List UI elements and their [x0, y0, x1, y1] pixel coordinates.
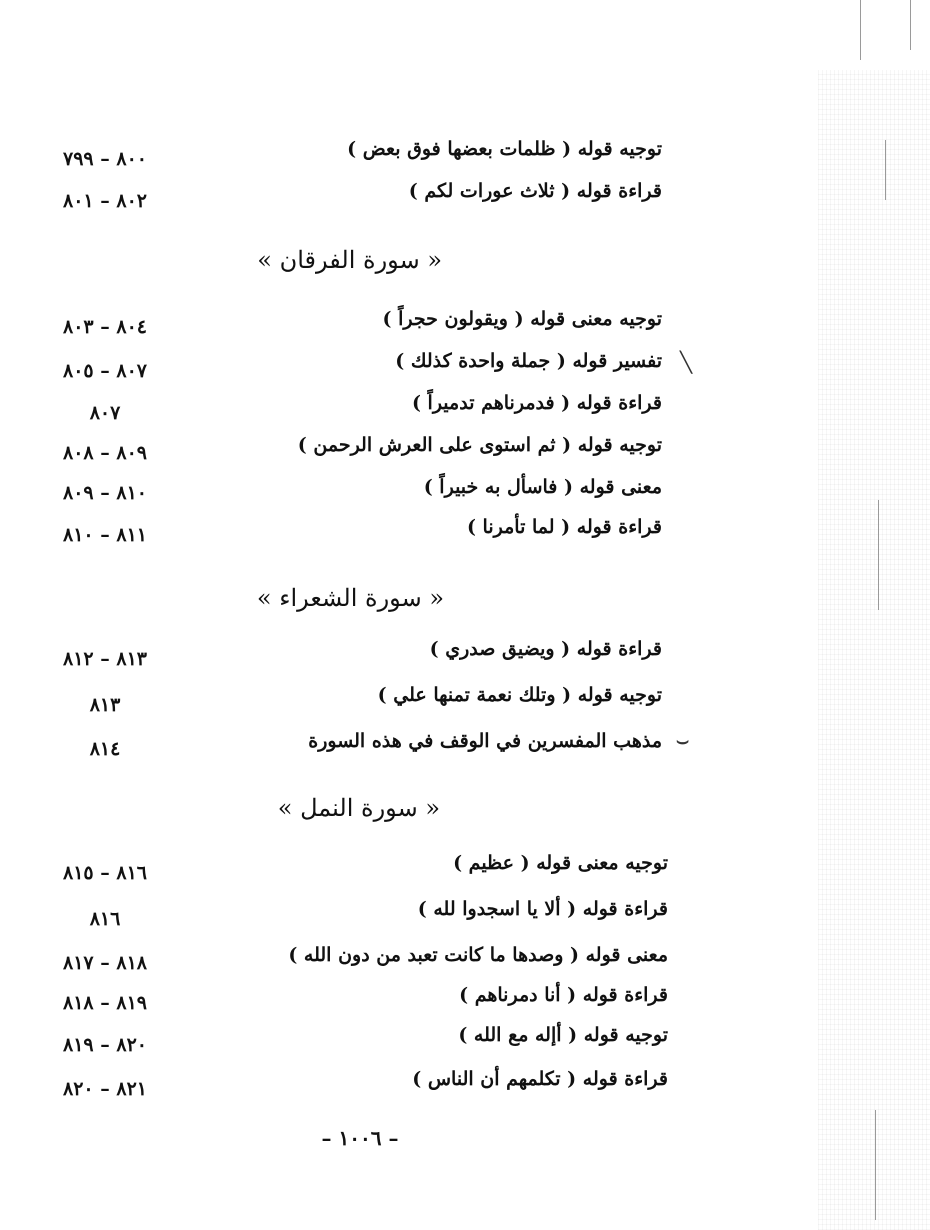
- index-entry: توجيه معنى قوله ( ويقولون حجراً ): [382, 308, 662, 330]
- index-entry: توجيه قوله ( ثم استوى على العرش الرحمن ): [297, 434, 662, 456]
- index-entry: قراءة قوله ( لما تأمرنا ): [466, 516, 662, 538]
- margin-mark: [910, 0, 911, 50]
- index-entry: قراءة قوله ( ألا يا اسجدوا لله ): [417, 898, 668, 920]
- page-range: ٨١٤: [89, 738, 121, 760]
- page-range: ٨١٦ – ٨١٥: [63, 862, 147, 884]
- index-entry: تفسير قوله ( جملة واحدة كذلك ): [395, 350, 662, 372]
- page-range: ٨٠٢ – ٨٠١: [63, 190, 147, 212]
- page-range: ٨٠٩ – ٨٠٨: [63, 442, 147, 464]
- index-entry: توجيه معنى قوله ( عظيم ): [453, 852, 668, 874]
- index-entry: قراءة قوله ( ويضيق صدري ): [429, 638, 662, 660]
- margin-mark: [885, 140, 886, 200]
- page-range: ٨١٨ – ٨١٧: [63, 952, 147, 974]
- page-range: ٨٠٧ – ٨٠٥: [63, 360, 147, 382]
- margin-mark: [860, 0, 861, 60]
- index-entry: توجيه قوله ( ظلمات بعضها فوق بعض ): [347, 138, 662, 160]
- index-entry: معنى قوله ( فاسأل به خبيراً ): [423, 476, 662, 498]
- page-range: ٨١٣ – ٨١٢: [63, 648, 147, 670]
- margin-tick: ╲: [680, 350, 693, 374]
- index-entry: قراءة قوله ( ثلاث عورات لكم ): [408, 180, 662, 202]
- page-range: ٨٠٧: [89, 402, 121, 424]
- surah-heading: « سورة الفرقان »: [257, 246, 442, 274]
- margin-mark: [878, 500, 879, 610]
- page-range: ٨٢١ – ٨٢٠: [63, 1078, 147, 1100]
- page-range: ٨١٦: [89, 908, 121, 930]
- page-range: ٨٠٤ – ٨٠٣: [63, 316, 147, 338]
- index-entry: معنى قوله ( وصدها ما كانت تعبد من دون الله ): [288, 944, 668, 966]
- binding-gutter: [818, 70, 930, 1230]
- surah-heading: « سورة الشعراء »: [256, 584, 444, 612]
- page-range: ٨١٣: [89, 694, 121, 716]
- surah-heading: « سورة النمل »: [277, 794, 440, 822]
- margin-mark: [875, 1110, 876, 1220]
- page-range: ٨٠٠ – ٧٩٩: [63, 148, 147, 170]
- index-entry: مذهب المفسرين في الوقف في هذه السورة: [308, 730, 662, 752]
- page-number: – ١٠٠٦ –: [321, 1126, 399, 1150]
- page-range: ٨١٠ – ٨٠٩: [63, 482, 147, 504]
- page-range: ٨١٩ – ٨١٨: [63, 992, 147, 1014]
- margin-tick: ⌣: [676, 728, 690, 752]
- index-entry: قراءة قوله ( تكلمهم أن الناس ): [412, 1068, 668, 1090]
- index-entry: قراءة قوله ( فدمرناهم تدميراً ): [411, 392, 662, 414]
- index-entry: توجيه قوله ( وتلك نعمة تمنها علي ): [377, 684, 662, 706]
- page-range: ٨١١ – ٨١٠: [63, 524, 147, 546]
- page-range: ٨٢٠ – ٨١٩: [63, 1034, 147, 1056]
- index-entry: قراءة قوله ( أنا دمرناهم ): [459, 984, 668, 1006]
- index-entry: توجيه قوله ( أإله مع الله ): [458, 1024, 668, 1046]
